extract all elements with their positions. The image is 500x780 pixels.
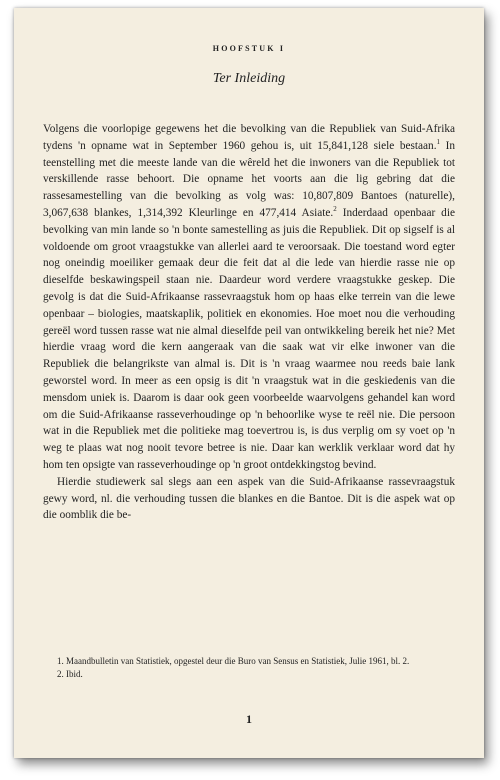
paragraph-1-part-1: Volgens die voorlopige gegewens het die bevolking van die Republiek van Suid-Afrika tydens 'n opname wat in September 1960 gehou is, uit 15,841,128 siele bestaan. [43, 123, 455, 152]
footnote-2: 2. Ibid. [57, 668, 83, 679]
paragraph-1 [43, 121, 455, 474]
footnote-ref-2: 2 [333, 205, 337, 214]
book-page [14, 8, 484, 758]
paragraph-2: Hierdie studiewerk sal slegs aan een aspek van die Suid-Afrikaanse rassevraagstuk gewy word, nl. die verhouding tussen die blankes en die Bantoe. Dit is die aspek wat op die oomblik die be- [43, 475, 455, 522]
paragraph-1-part-3: Inderdaad openbaar die bevolking van min lande so 'n bonte samestelling as juis die Republiek. Dit op sigself is al voldoende om groot vraagstukke van allerlei aard te veroorsaak. Die toestand word egter nog oneindig moeiliker gemaak deur die feit dat al die lede van hierdie rasse nie op dieselfde beskawingspeil staan nie. Daardeur word verdere vraagstukke geskep. Die gevolg is dat die Suid-Afrikaanse rassevraagstuk hom op haas elke terrein van die lewe openbaar – biologies, maatskaplik, politiek en ekonomies. Hoe moet nou die verhouding gereël word tussen rasse wat nie almal dieselfde peil van ontwikkeling bereik het nie? Met hierdie vraag word die kern aangeraak van die saak wat vir elke inwoner van die Republiek die belangrikste van almal is. Dit is 'n vraag waarmee nou reeds baie lank geworstel word. In meer as een opsig is dit 'n vraagstuk wat in die geskiedenis van die mensdom uniek is. Daarom is daar ook geen voorbeelde waarvolgens gehandel kan word om die Suid-Afrikaanse rasseverhoudinge op 'n behoorlike wyse te reël nie. Die persoon wat in die Republiek met die politieke mag toevertrou is, is dus verplig om sy voet op 'n weg te plaas wat nog nooit tevore betree is nie. Daar kan werklik verklaar word dat hy hom ten opsigte van rasseverhoudinge op 'n groot ontdekkingstog bevind. [43, 206, 455, 471]
footnotes [43, 655, 455, 680]
body-text [43, 121, 455, 524]
page-number: 1 [246, 712, 252, 726]
paragraph-1-part-2: In teenstelling met die meeste lande van die wêreld het die inwoners van die Republiek tot verskillende rasse behoort. Die opname het voorts aan die lig gebring dat die rassesamestelling van die bevolking as volg was: 10,807,809 Bantoes (naturelle), 3,067,638 blankes, 1,314,392 Kleurlinge en 477,414 Asiate. [43, 139, 455, 219]
footnote-1: 1. Maandbulletin van Statistiek, opgestel deur die Buro van Sensus en Statistiek, Julie 1961, bl. 2. [57, 656, 410, 666]
running-head: HOOFSTUK I [212, 44, 286, 53]
footnote-ref-1: 1 [436, 138, 441, 147]
chapter-title: Ter Inleiding [212, 71, 286, 86]
